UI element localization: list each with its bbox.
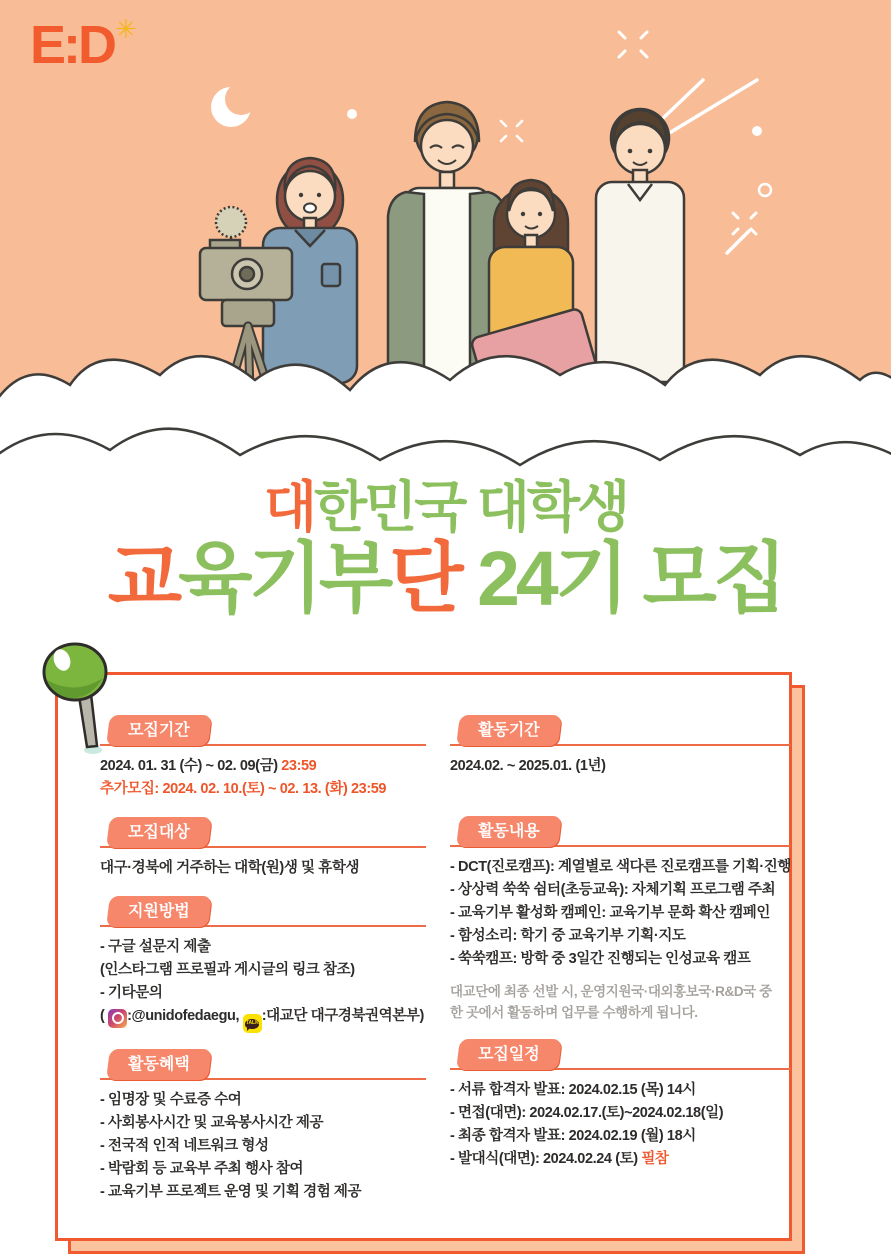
benefit-item: - 사회봉사시간 및 교육봉사시간 제공 [100, 1115, 324, 1131]
schedule-item-last [450, 1148, 791, 1171]
recruit-period-extra [100, 778, 426, 801]
title-line1 [0, 476, 891, 538]
section-recruit-period [100, 715, 426, 801]
placement-note-line2: 한 곳에서 활동하며 업무를 수행하게 됩니다. [450, 1005, 698, 1020]
title-line2-main1: 육기부 [178, 536, 390, 622]
dot-icon [752, 126, 762, 136]
activity-item: - 상상력 쑥쑥 쉼터(초등교육): 자체기획 프로그램 주최 [450, 882, 776, 898]
activity-item: - DCT(진로캠프): 계열별로 색다른 진로캠프를 기획·진행 [450, 859, 792, 875]
kakaotalk-icon [243, 1014, 262, 1033]
badge-recruit-target [106, 817, 212, 848]
card-body [55, 672, 792, 1241]
badge-label: 활동혜택 [127, 1056, 190, 1073]
title-line2-main2: 24기 모집 [459, 536, 784, 622]
extra-recruit-dates: 2024. 02. 10.(토) ~ 02. 13. (화) 23:59 [158, 781, 387, 797]
section-head [450, 715, 791, 746]
card-right-column [450, 715, 791, 1204]
benefit-item: - 교육기부 프로젝트 운영 및 기획 경험 제공 [100, 1184, 362, 1200]
sparkle-icon [733, 213, 756, 234]
section-head [100, 715, 426, 746]
brand-logo-star-icon: ✳ [115, 14, 137, 44]
sparkle-icon [619, 32, 647, 57]
schedule-item: - 면접(대면): 2024.02.17.(토)~2024.02.18(일) [450, 1105, 724, 1121]
brand-logo-text: E:D [30, 15, 114, 75]
schedule-mandatory-flag: 필참 [641, 1151, 669, 1167]
instagram-icon [108, 1009, 127, 1028]
benefit-item: - 전국적 인적 네트워크 형성 [100, 1138, 269, 1154]
dot-icon [347, 109, 357, 119]
person-white-shirt [596, 109, 684, 382]
benefit-item: - 임명장 및 수료증 수여 [100, 1092, 242, 1108]
badge-label: 지원방법 [127, 903, 190, 920]
instagram-lens [112, 1012, 124, 1024]
apply-method-contacts [100, 1005, 426, 1033]
section-head [100, 896, 426, 927]
badge-apply-method [106, 896, 212, 927]
activity-item: - 교육기부 활성화 캠페인: 교육기부 문화 확산 캠페인 [450, 905, 771, 921]
extra-recruit-label: 추가모집: [100, 781, 159, 797]
sparkle-icon [501, 121, 522, 141]
hero [0, 0, 891, 505]
section-recruit-target [100, 817, 426, 880]
apply-method-line2: (인스타그램 프로필과 게시글의 링크 참조) [100, 962, 355, 978]
badge-label: 활동내용 [477, 823, 540, 840]
schedule-item: - 서류 합격자 발표: 2024.02.15 (목) 14시 [450, 1082, 696, 1098]
section-head [450, 816, 791, 847]
benefit-item: - 박람회 등 교육부 주최 행사 참여 [100, 1161, 304, 1177]
kakaotalk-bubble: TALK [245, 1019, 259, 1029]
card-left-column [100, 715, 426, 1204]
apply-method-line1: - 구글 설문지 제출 [100, 939, 211, 955]
section-head [100, 1049, 426, 1080]
recruit-period-deadline-time: 23:59 [281, 758, 317, 774]
badge-activity-content [456, 816, 562, 847]
title-line2-accent1: 교 [107, 536, 179, 622]
section-head [100, 817, 426, 848]
badge-label: 활동기간 [477, 722, 540, 739]
title-line1-main: 한민국 대학생 [314, 476, 628, 538]
brand-logo [30, 16, 137, 75]
section-activity-period [450, 715, 791, 778]
ring-icon [759, 184, 771, 196]
section-apply-method [100, 896, 426, 1033]
badge-benefits [106, 1049, 212, 1080]
instagram-handle: :@unidofedaegu, [127, 1008, 243, 1024]
recruit-target-line: 대구·경북에 거주하는 대학(원)생 및 휴학생 [100, 860, 360, 876]
info-card [55, 672, 792, 1241]
title-line1-accent: 대 [263, 476, 315, 538]
title-line2 [0, 536, 891, 622]
kakaotalk-contact: :대교단 대구경북권역본부) [261, 1008, 424, 1024]
badge-label: 모집일정 [477, 1046, 540, 1063]
section-activity-content [450, 816, 791, 1023]
title-line2-accent2: 단 [389, 536, 460, 622]
badge-label: 모집대상 [127, 824, 190, 841]
schedule-item: - 최종 합격자 발표: 2024.02.19 (월) 18시 [450, 1128, 696, 1144]
activity-item: - 쑥쑥캠프: 방학 중 3일간 진행되는 인성교육 캠프 [450, 951, 751, 967]
section-head [450, 1039, 791, 1070]
activity-item: - 함성소리: 학기 중 교육기부 기획·지도 [450, 928, 686, 944]
hero-illustration [0, 0, 891, 505]
contact-open-paren: ( [100, 1008, 109, 1024]
placement-note-line1: 대교단에 최종 선발 시, 운영지원국·대외홍보국·R&D국 중 [450, 984, 772, 999]
pushpin-icon [33, 634, 128, 759]
section-benefits [100, 1049, 426, 1204]
section-schedule [450, 1039, 791, 1171]
badge-label: 모집기간 [127, 722, 190, 739]
apply-method-line3: - 기타문의 [100, 985, 163, 1001]
recruit-period-dates: 2024. 01. 31 (수) ~ 02. 09(금) [100, 758, 282, 774]
poster-title [0, 476, 891, 622]
recruit-period-line1 [100, 755, 426, 778]
badge-activity-period [456, 715, 562, 746]
badge-schedule [456, 1039, 562, 1070]
activity-period-line: 2024.02. ~ 2025.01. (1년) [450, 758, 606, 774]
schedule-last-text: - 발대식(대면): 2024.02.24 (토) [450, 1151, 642, 1167]
